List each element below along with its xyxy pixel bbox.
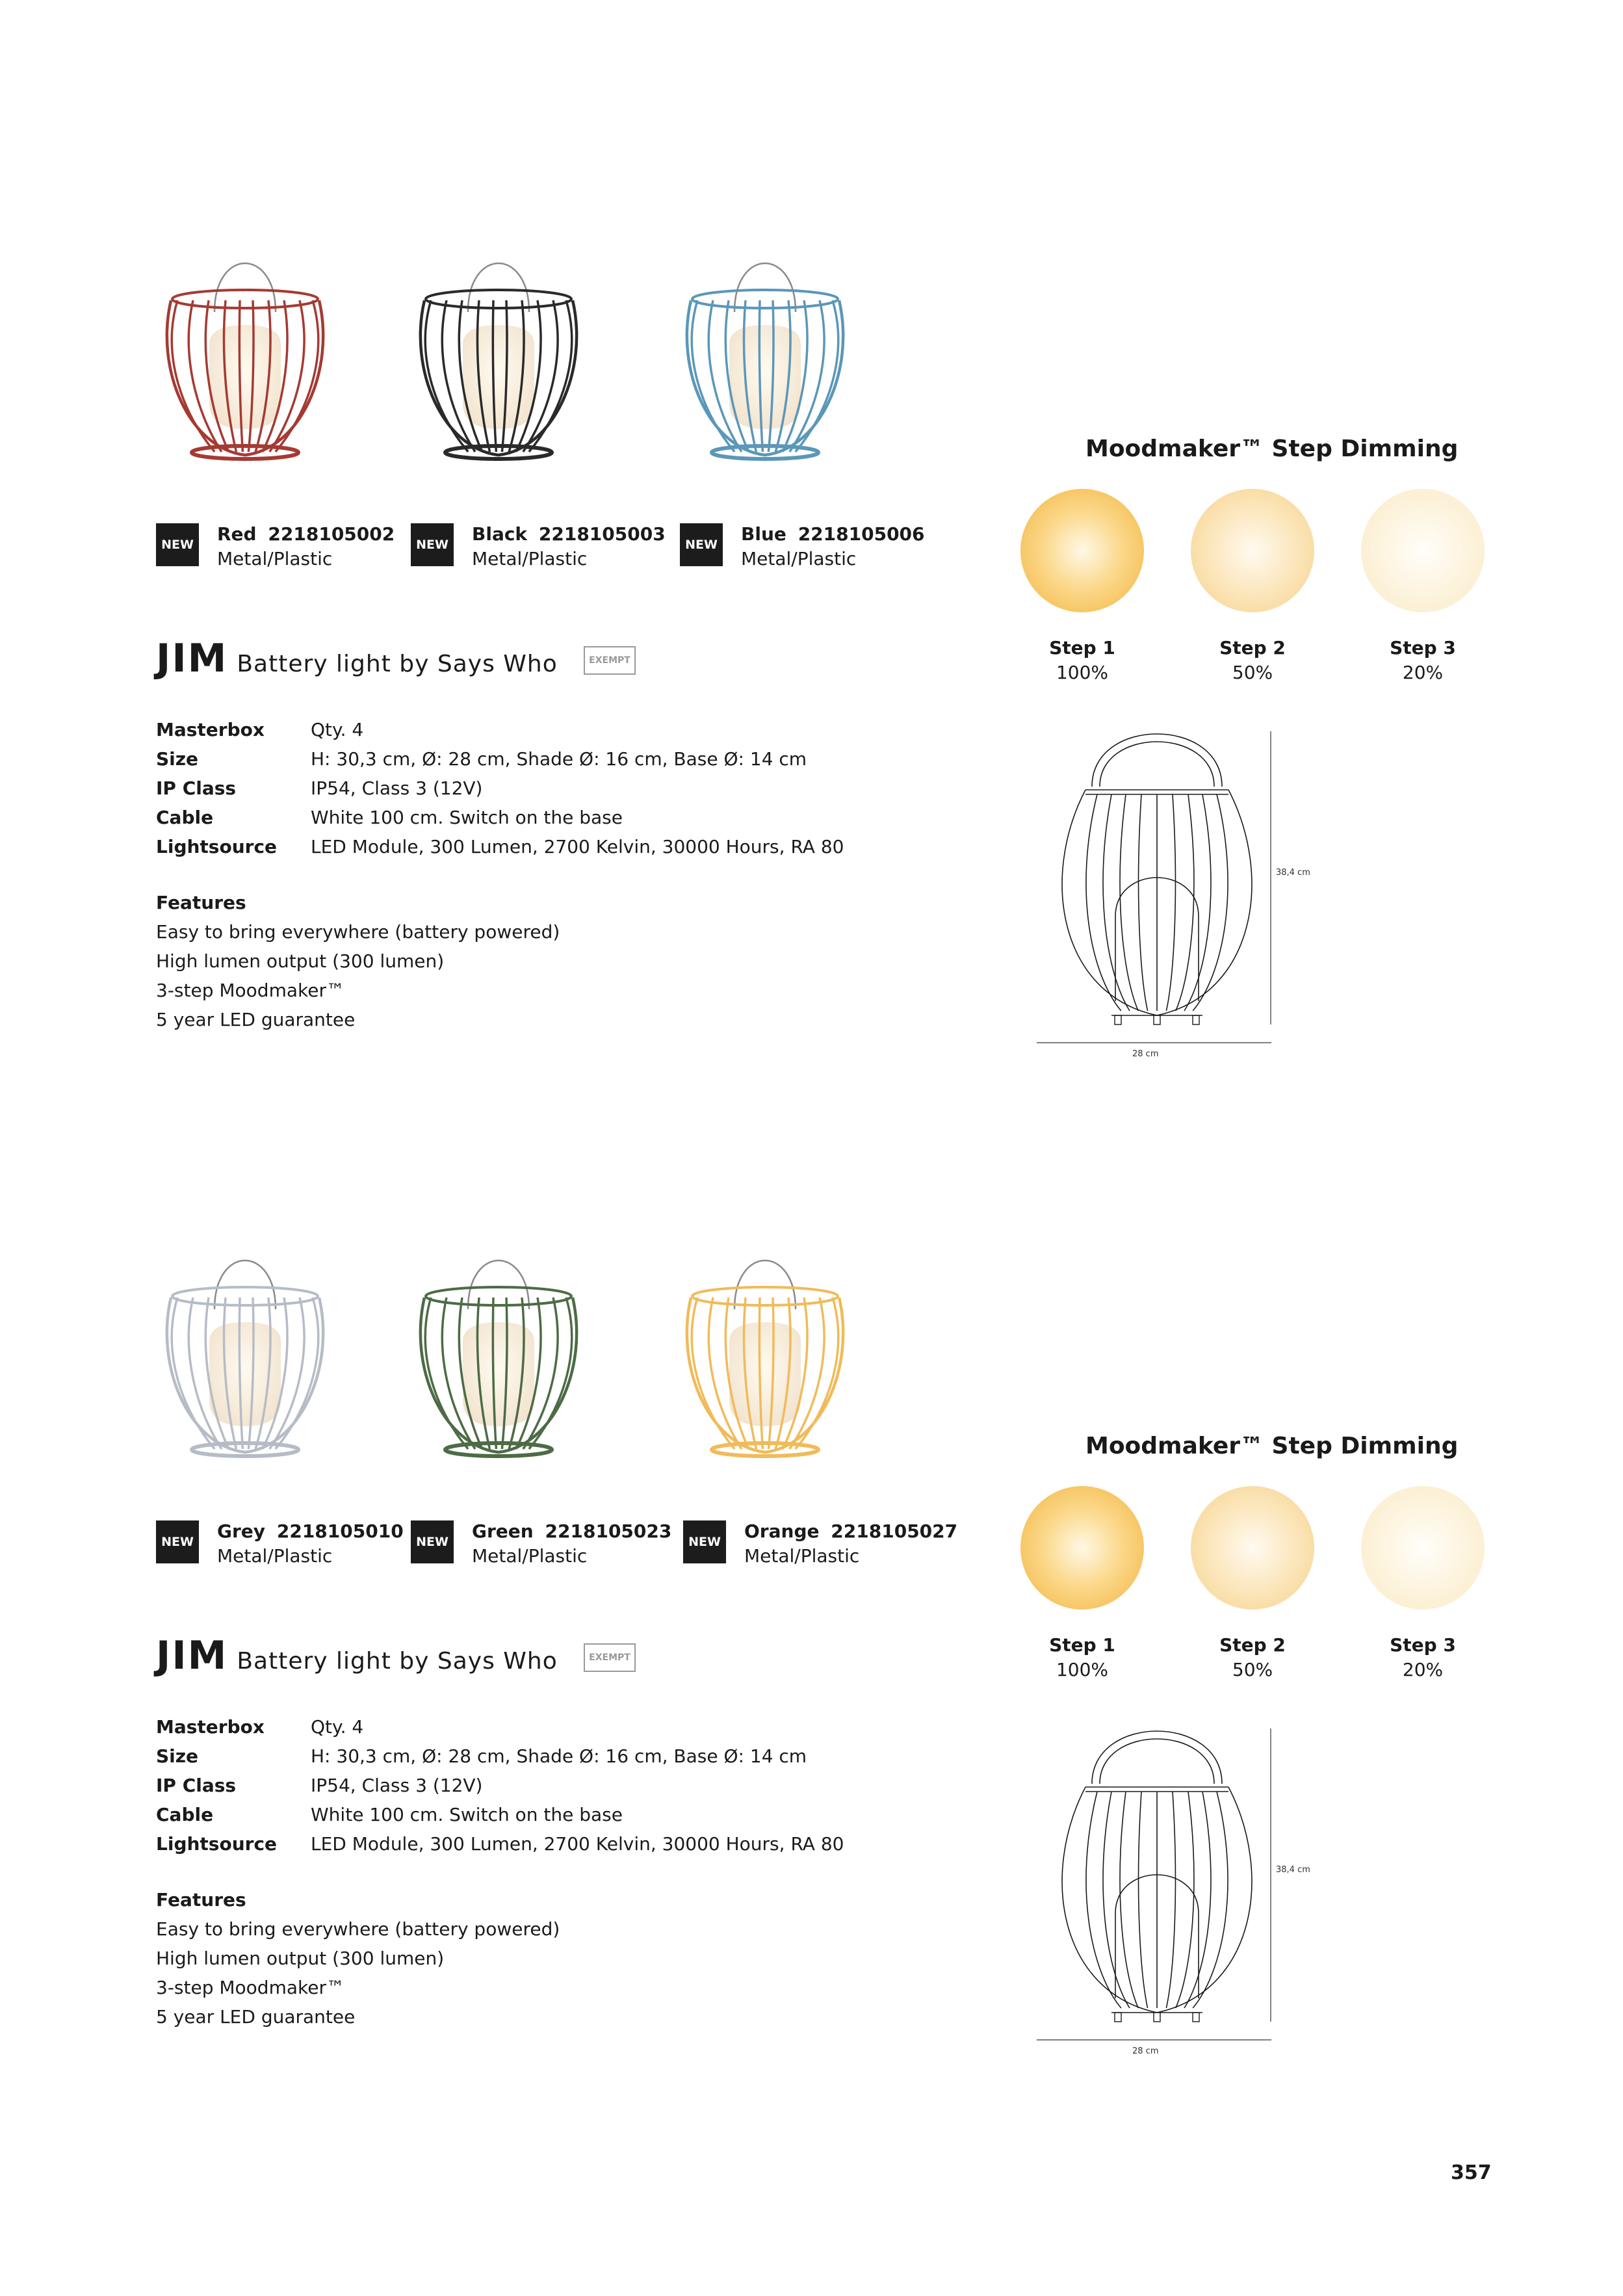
spec-value: White 100 cm. Switch on the base [311,807,623,828]
handle [734,263,796,312]
foot [1154,2013,1160,2022]
variant-color: Green [472,1520,534,1542]
spec-row [156,1829,844,1859]
product-name: JIM [156,636,228,681]
product-section-2 [0,997,1623,2056]
lamp-photo-green [404,1238,593,1485]
dimming-circle-step-3 [1361,489,1485,612]
lamp-photo-blue [671,241,859,488]
spec-value: Qty. 4 [311,719,364,740]
page-number: 357 [1451,2161,1492,2184]
cage-wire [1139,794,1148,1011]
spec-row [156,715,844,744]
cage-wire [1176,1792,1194,2008]
feature-item: High lumen output (300 lumen) [156,950,445,972]
product-name: JIM [156,1633,228,1678]
step-3-label: Step 3 20% [1390,637,1456,683]
new-badge: NEW [411,1520,454,1563]
dimming-circle-step-3 [1361,1486,1485,1610]
variant-material: Metal/Plastic [472,1545,588,1567]
variant-material: Metal/Plastic [741,548,857,569]
variant-color: Black [472,523,528,545]
variant-color: Orange [744,1520,820,1542]
handle [214,1260,276,1309]
spec-table [156,715,844,861]
exempt-stamp: EXEMPT [584,646,636,675]
base-ring [445,1443,552,1456]
variant-code: 2218105023 [545,1520,672,1542]
spec-label: Size [156,1745,199,1767]
spec-label: Cable [156,1804,214,1825]
handle [468,1260,529,1309]
top-ring [692,290,838,308]
dimming-circle-step-2 [1191,489,1314,612]
variant-code: 2218105002 [268,523,395,545]
handle [468,263,529,312]
spec-label: Lightsource [156,1833,278,1855]
product-title [156,1633,558,1678]
handle-inner [1100,1739,1214,1784]
handle [734,1260,796,1309]
spec-value: Qty. 4 [311,1716,364,1738]
cage-wire [1176,794,1194,1011]
width-dimension-label: 28 cm [1132,1049,1159,1059]
spec-value: LED Module, 300 Lumen, 2700 Kelvin, 30000 Hours, RA 80 [311,836,844,857]
variant-color: Red [217,523,257,545]
variant-material: Metal/Plastic [472,548,588,569]
feature-item: 5 year LED guarantee [156,1009,356,1030]
height-dimension-label: 38,4 cm [1276,868,1310,878]
step-2-label: Step 2 50% [1219,637,1286,683]
spec-label: Cable [156,807,214,828]
spec-table [156,1712,844,1859]
feature-item: Easy to bring everywhere (battery powered) [156,1918,560,1940]
dimming-circle-step-1 [1020,489,1144,612]
base-ring [712,446,818,459]
lamp-photo-red [151,241,339,488]
spec-label: IP Class [156,777,237,799]
cage-wire [1166,1792,1175,2008]
features-list [156,1885,560,2031]
spec-value: H: 30,3 cm, Ø: 28 cm, Shade Ø: 16 cm, Base Ø: 14 cm [311,748,807,770]
spec-label: IP Class [156,1775,237,1796]
new-badge: NEW [680,523,723,566]
product-subtitle: Battery light by Says Who [237,651,558,677]
feature-item: Easy to bring everywhere (battery powered) [156,921,560,943]
spec-row [156,832,844,861]
base-ring [445,446,552,459]
top-ring [172,290,318,308]
spec-value: White 100 cm. Switch on the base [311,1804,623,1825]
variant-code: 2218105027 [831,1520,958,1542]
cage-wire [1103,794,1130,1011]
new-badge: NEW [156,523,199,566]
variant-code: 2218105006 [798,523,925,545]
spec-row [156,1800,844,1829]
top-ring [172,1287,318,1305]
cage-wire [1184,1792,1211,2008]
spec-value: IP54, Class 3 (12V) [311,1775,483,1796]
foot [1193,2013,1199,2022]
variant-code: 2218105003 [538,523,666,545]
cage-wire [1103,1792,1130,2008]
spec-value: H: 30,3 cm, Ø: 28 cm, Shade Ø: 16 cm, Base Ø: 14 cm [311,1745,807,1767]
variant-material: Metal/Plastic [217,548,333,569]
features-heading: Features [156,892,246,913]
feature-item: 3-step Moodmaker™ [156,980,344,1001]
spec-row [156,803,844,832]
feature-item: High lumen output (300 lumen) [156,1948,445,1969]
technical-drawing [1033,1719,1306,2070]
handle [214,263,276,312]
top-ring [426,290,571,308]
variant-material: Metal/Plastic [217,1545,333,1567]
spec-label: Masterbox [156,719,265,740]
feature-item: 5 year LED guarantee [156,2006,356,2028]
width-dimension-label: 28 cm [1132,2046,1159,2056]
spec-value: IP54, Class 3 (12V) [311,777,483,799]
new-badge: NEW [156,1520,199,1563]
top-ring [426,1287,571,1305]
exempt-stamp: EXEMPT [584,1643,636,1672]
cage-wire [1139,1792,1148,2008]
spec-value: LED Module, 300 Lumen, 2700 Kelvin, 30000 Hours, RA 80 [311,1833,844,1855]
dimming-circle-step-2 [1191,1486,1314,1610]
base-ring [712,1443,818,1456]
features-heading: Features [156,1889,246,1911]
variant-color: Grey [217,1520,266,1542]
step-1-label: Step 1 100% [1049,1634,1115,1680]
feature-item: 3-step Moodmaker™ [156,1977,344,1998]
handle-inner [1100,742,1214,787]
new-badge: NEW [683,1520,726,1563]
variant-code: 2218105010 [276,1520,404,1542]
base-ring [192,446,298,459]
spec-row [156,744,844,774]
base-ring [192,1443,298,1456]
cage-wire [1166,794,1175,1011]
spec-row [156,1771,844,1800]
new-badge: NEW [411,523,454,566]
cage-wire [1120,1792,1138,2008]
step-2-label: Step 2 50% [1219,1634,1286,1680]
dimming-circle-step-1 [1020,1486,1144,1610]
lamp-photo-orange [671,1238,859,1485]
cage-wire [1120,794,1138,1011]
product-section-1 [0,0,1623,1059]
variant-color: Blue [741,523,786,545]
spec-label: Size [156,748,199,770]
variant-material: Metal/Plastic [744,1545,860,1567]
spec-row [156,774,844,803]
spec-row [156,1742,844,1771]
foot [1115,2013,1121,2022]
top-ring [692,1287,838,1305]
spec-row [156,1712,844,1742]
spec-label: Masterbox [156,1716,265,1738]
product-title [156,636,558,681]
cage-wire [1184,794,1211,1011]
step-1-label: Step 1 100% [1049,637,1115,683]
lamp-photo-grey [151,1238,339,1485]
product-subtitle: Battery light by Says Who [237,1648,558,1675]
height-dimension-label: 38,4 cm [1276,1865,1310,1875]
moodmaker-title: Moodmaker™ Step Dimming [1085,1433,1459,1459]
step-3-label: Step 3 20% [1390,1634,1456,1680]
spec-label: Lightsource [156,836,278,857]
moodmaker-title: Moodmaker™ Step Dimming [1085,436,1459,462]
lamp-photo-black [404,241,593,488]
